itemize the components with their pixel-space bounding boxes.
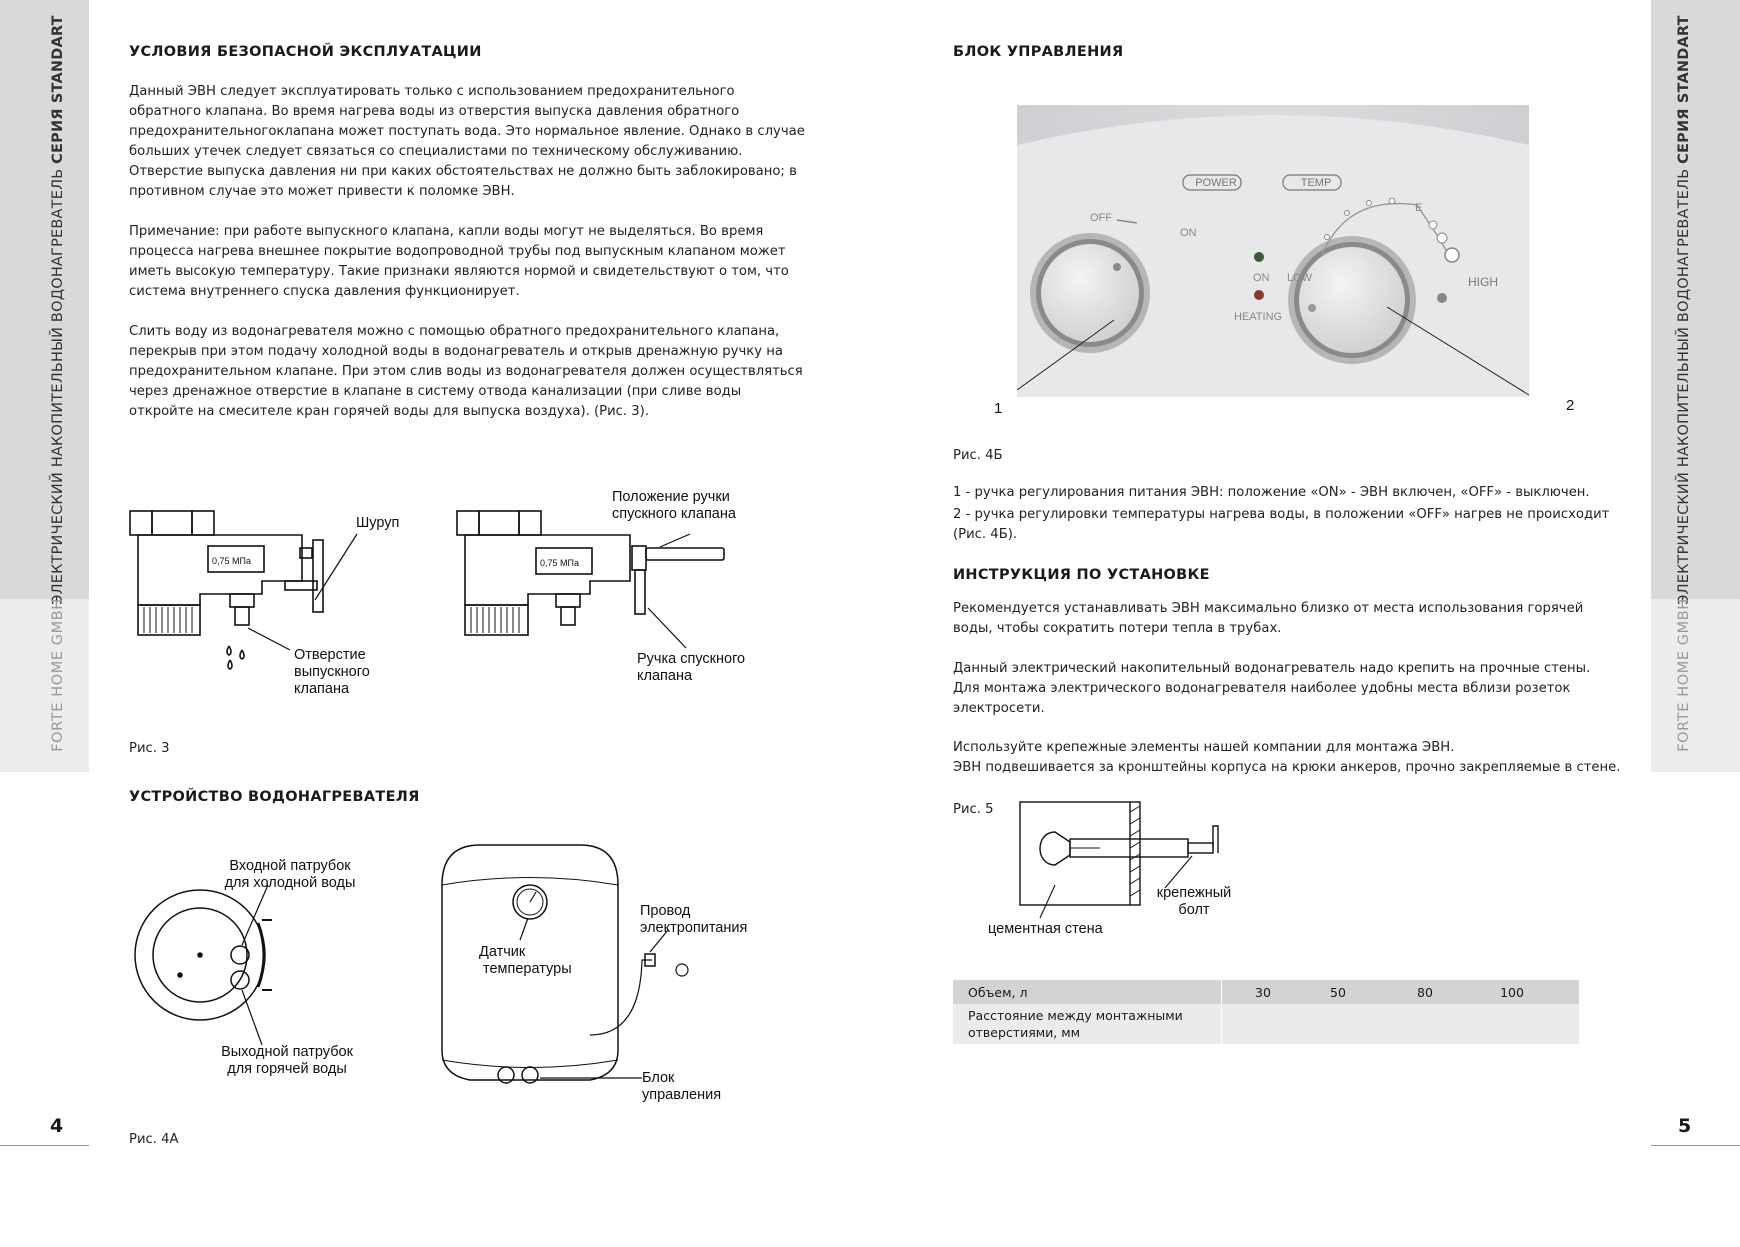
table-row [953, 1004, 1579, 1044]
table-volume-cell: 80 [1382, 980, 1468, 1004]
photo-callout-2: 2 [1566, 397, 1575, 414]
fig4a-control-unit-label: Блок управления [642, 1070, 722, 1103]
bolt-shank [1188, 843, 1213, 853]
fig3-outlet-label: Отверстие выпускного клапана [294, 647, 370, 697]
photo-low-label: LOW [1287, 272, 1313, 284]
fig4a-inlet-label: Входной патрубок для холодной воды [224, 858, 356, 891]
fig5-bolt-label: крепежный болт [1156, 885, 1232, 918]
page-number-right: 5 [1678, 1115, 1692, 1137]
fig4a-sensor-label: Датчик температуры [479, 944, 572, 977]
photo-e-label: E [1415, 202, 1423, 214]
install-paragraph-2: Данный электрический накопительный водонагреватель надо крепить на прочные стены. Для монтажа электрического водонагревателя наиболее удобны места вблизи розеток электросети. [953, 661, 1591, 716]
photo-temp-label: TEMP [1300, 177, 1332, 189]
page-number-left: 4 [50, 1115, 64, 1137]
left-sidebar-brand: FORTE HOME GMBH [50, 598, 66, 752]
table-volume-cell: 30 [1232, 980, 1294, 1004]
control-description: 1 - ручка регулирования питания ЭВН: положение «ON» - ЭВН включен, «OFF» - выключен. 2 - ручка регулировки температуры нагрева воды, в положении «OFF» нагрев не происходит (Рис. 4Б). [953, 485, 1610, 542]
install-paragraph-1: Рекомендуется устанавливать ЭВН максимально близко от места использования горячей воды, чтобы сократить потери тепла в трубах. [953, 601, 1584, 636]
photo-on-lamp-label: ON [1253, 272, 1270, 284]
fig4a-outlet-label: Выходной патрубок для горячей воды [221, 1044, 353, 1077]
safety-heading: УСЛОВИЯ БЕЗОПАСНОЙ ЭКСПЛУАТАЦИИ [129, 44, 482, 60]
fig3-handle-position-label: Положение ручки спускного клапана [612, 489, 736, 522]
safety-paragraph-2: Примечание: при работе выпускного клапана, капли воды могут не выделяться. Во время процесса нагрева внешнее покрытие водопроводной трубы под выпускным клапаном может иметь высокую температуру. Такие признаки являются нормой и свидетельствуют о том, что система внутреннего спуска давления функционирует. [129, 224, 789, 299]
table-value-cell [1294, 1004, 1382, 1044]
table-value-cell [1382, 1004, 1468, 1044]
bolt-hook [1213, 826, 1218, 853]
safety-paragraph-1: Данный ЭВН следует эксплуатировать только с использованием предохранительного обратного клапана. Во время нагрева воды из отверстия выпуска давления обратного предохранительногоклапана может поступать вода. Это нормальное явление. Однако в случае больших утечек следует связаться со специалистами по техническому обслуживанию. Отверстие выпуска давления ни при каких обстоятельствах не должно быть заблокировано; в противном случае это может привести к поломке ЭВН. [129, 84, 805, 199]
fig5-wall-label: цементная стена [988, 921, 1103, 937]
photo-callout-1: 1 [994, 400, 1003, 417]
right-sidebar-brand: FORTE HOME GMBH [1676, 598, 1692, 752]
mounting-table [953, 980, 1579, 1044]
table-value-cell [1232, 1004, 1294, 1044]
table-header-label: Объем, л [953, 980, 1222, 1004]
fig4a-caption: Рис. 4А [129, 1132, 179, 1147]
anchor-expansion [1040, 832, 1070, 865]
table-volume-cell: 50 [1294, 980, 1382, 1004]
install-heading: ИНСТРУКЦИЯ ПО УСТАНОВКЕ [953, 567, 1210, 583]
photo-on-switch-label: ON [1180, 227, 1197, 239]
table-row-label: Расстояние между монтажными отверстиями, мм [953, 1004, 1222, 1044]
control-heading: БЛОК УПРАВЛЕНИЯ [953, 44, 1124, 60]
photo-heating-label: HEATING [1234, 311, 1283, 323]
left-sidebar-title: ЭЛЕКТРИЧЕСКИЙ НАКОПИТЕЛЬНЫЙ ВОДОНАГРЕВАТЕЛЬ СЕРИЯ STANDART [50, 15, 66, 605]
fig3-screw-label: Шуруп [356, 515, 400, 531]
device-heading: УСТРОЙСТВО ВОДОНАГРЕВАТЕЛЯ [129, 789, 420, 805]
valve1-pressure-label: 0,75 МПа [212, 556, 251, 566]
fig3-handle-label: Ручка спускного клапана [637, 651, 746, 684]
table-volume-cell: 100 [1468, 980, 1556, 1004]
fig5-caption: Рис. 5 [953, 802, 994, 817]
fig3-caption: Рис. 3 [129, 741, 170, 756]
valve2-pressure-label: 0,75 МПа [540, 558, 579, 568]
photo-high-label: HIGH [1468, 275, 1498, 289]
fig4a-power-wire-label: Провод электропитания [640, 903, 748, 936]
fig4b-caption: Рис. 4Б [953, 448, 1003, 463]
install-paragraph-3: Используйте крепежные элементы нашей компании для монтажа ЭВН. ЭВН подвешивается за кронштейны корпуса на крюки анкеров, прочно закрепляемые в стене. [953, 740, 1621, 775]
table-value-cell [1468, 1004, 1556, 1044]
wall-block [1020, 802, 1140, 905]
safety-paragraph-3: Слить воду из водонагревателя можно с помощью обратного предохранительного клапана, перекрыв при этом подачу холодной воды в водонагреватель и открыв дренажную ручку на предохранительном клапане. При этом слив воды из водонагревателя должен осуществляться через дренажное отверстие в клапане в систему отвода канализации (при сливе воды откройте на смесителе кран горячей воды для выпуска воздуха). (Рис. 3). [129, 324, 803, 419]
right-sidebar-title: ЭЛЕКТРИЧЕСКИЙ НАКОПИТЕЛЬНЫЙ ВОДОНАГРЕВАТЕЛЬ СЕРИЯ STANDART [1676, 15, 1692, 605]
table-header-row [953, 980, 1579, 1004]
photo-off-label: OFF [1090, 212, 1112, 224]
photo-power-label: POWER [1195, 177, 1237, 189]
